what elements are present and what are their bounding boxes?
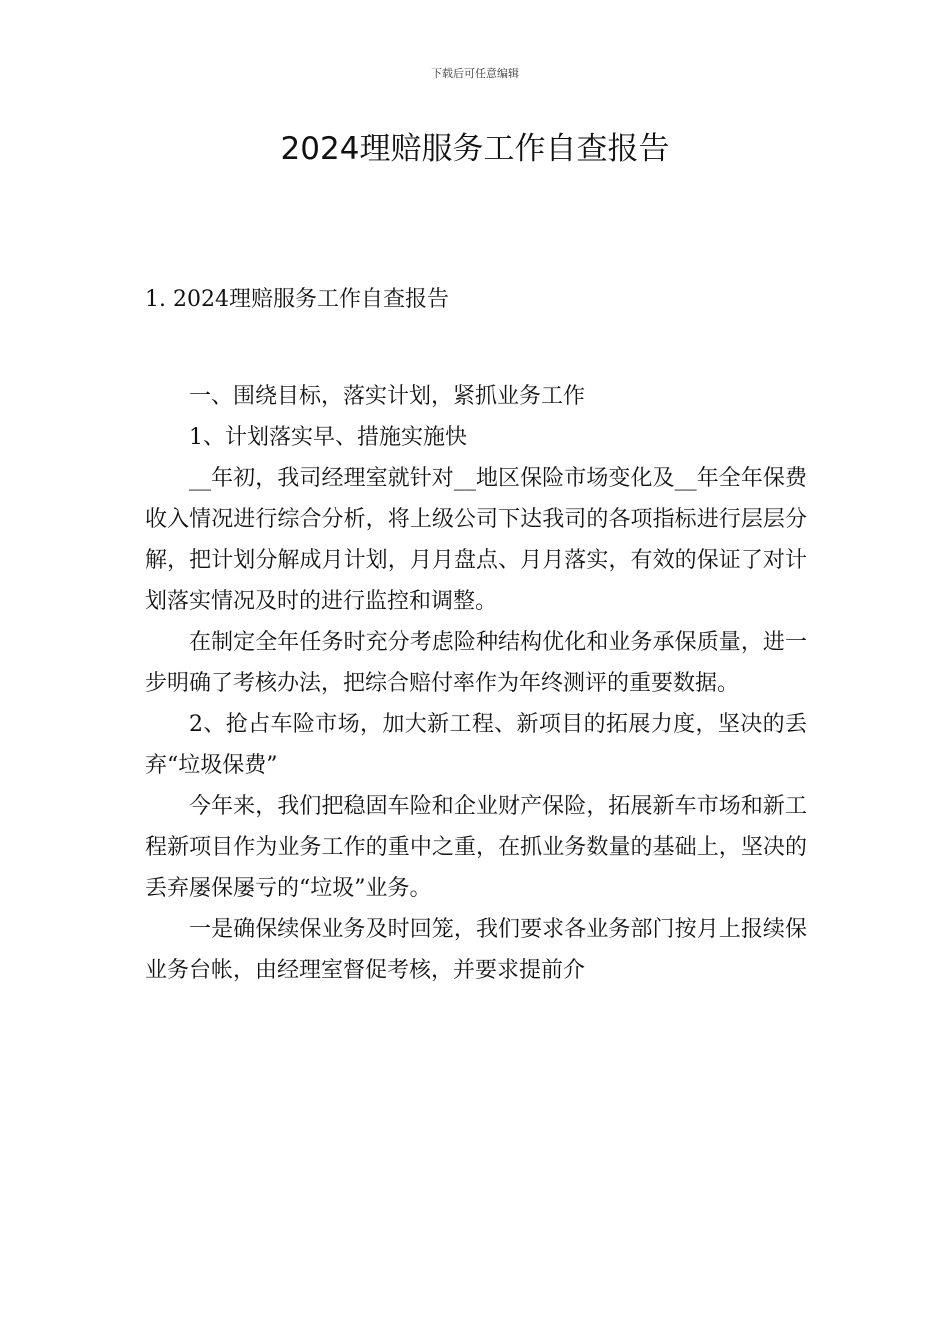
document-title: 2024理赔服务工作自查报告 <box>280 131 670 167</box>
paragraph-heading-1: 一、围绕目标，落实计划，紧抓业务工作 <box>189 384 586 409</box>
document-body <box>145 376 807 991</box>
paragraph: 今年来，我们把稳固车险和企业财产保险，拓展新车市场和新工程新项目作为业务工作的重中之重，在抓业务数量的基础上，坚决的丢弃屡保屡亏的“垃圾”业务。 <box>145 794 807 901</box>
paragraph-subheading-2: 2、抢占车险市场，加大新工程、新项目的拓展力度，坚决的丢弃“垃圾保费” <box>145 712 807 778</box>
paragraph: 在制定全年任务时充分考虑险种结构优化和业务承保质量，进一步明确了考核办法，把综合赔付率作为年终测评的重要数据。 <box>145 630 807 696</box>
paragraph-subheading-1: 1、计划落实早、措施实施快 <box>189 425 467 450</box>
paragraph: 一是确保续保业务及时回笼，我们要求各业务部门按月上报续保业务台帐，由经理室督促考核，并要求提前介 <box>145 917 807 983</box>
paragraph: __年初，我司经理室就针对__地区保险市场变化及__年全年保费收入情况进行综合分析，将上级公司下达我司的各项指标进行层层分解，把计划分解成月计划，月月盘点、月月落实，有效的保证了对计划落实情况及时的进行监控和调整。 <box>145 466 807 614</box>
header-note: 下载后可任意编辑 <box>431 67 519 80</box>
section-heading: 1. 2024理赔服务工作自查报告 <box>145 287 449 312</box>
